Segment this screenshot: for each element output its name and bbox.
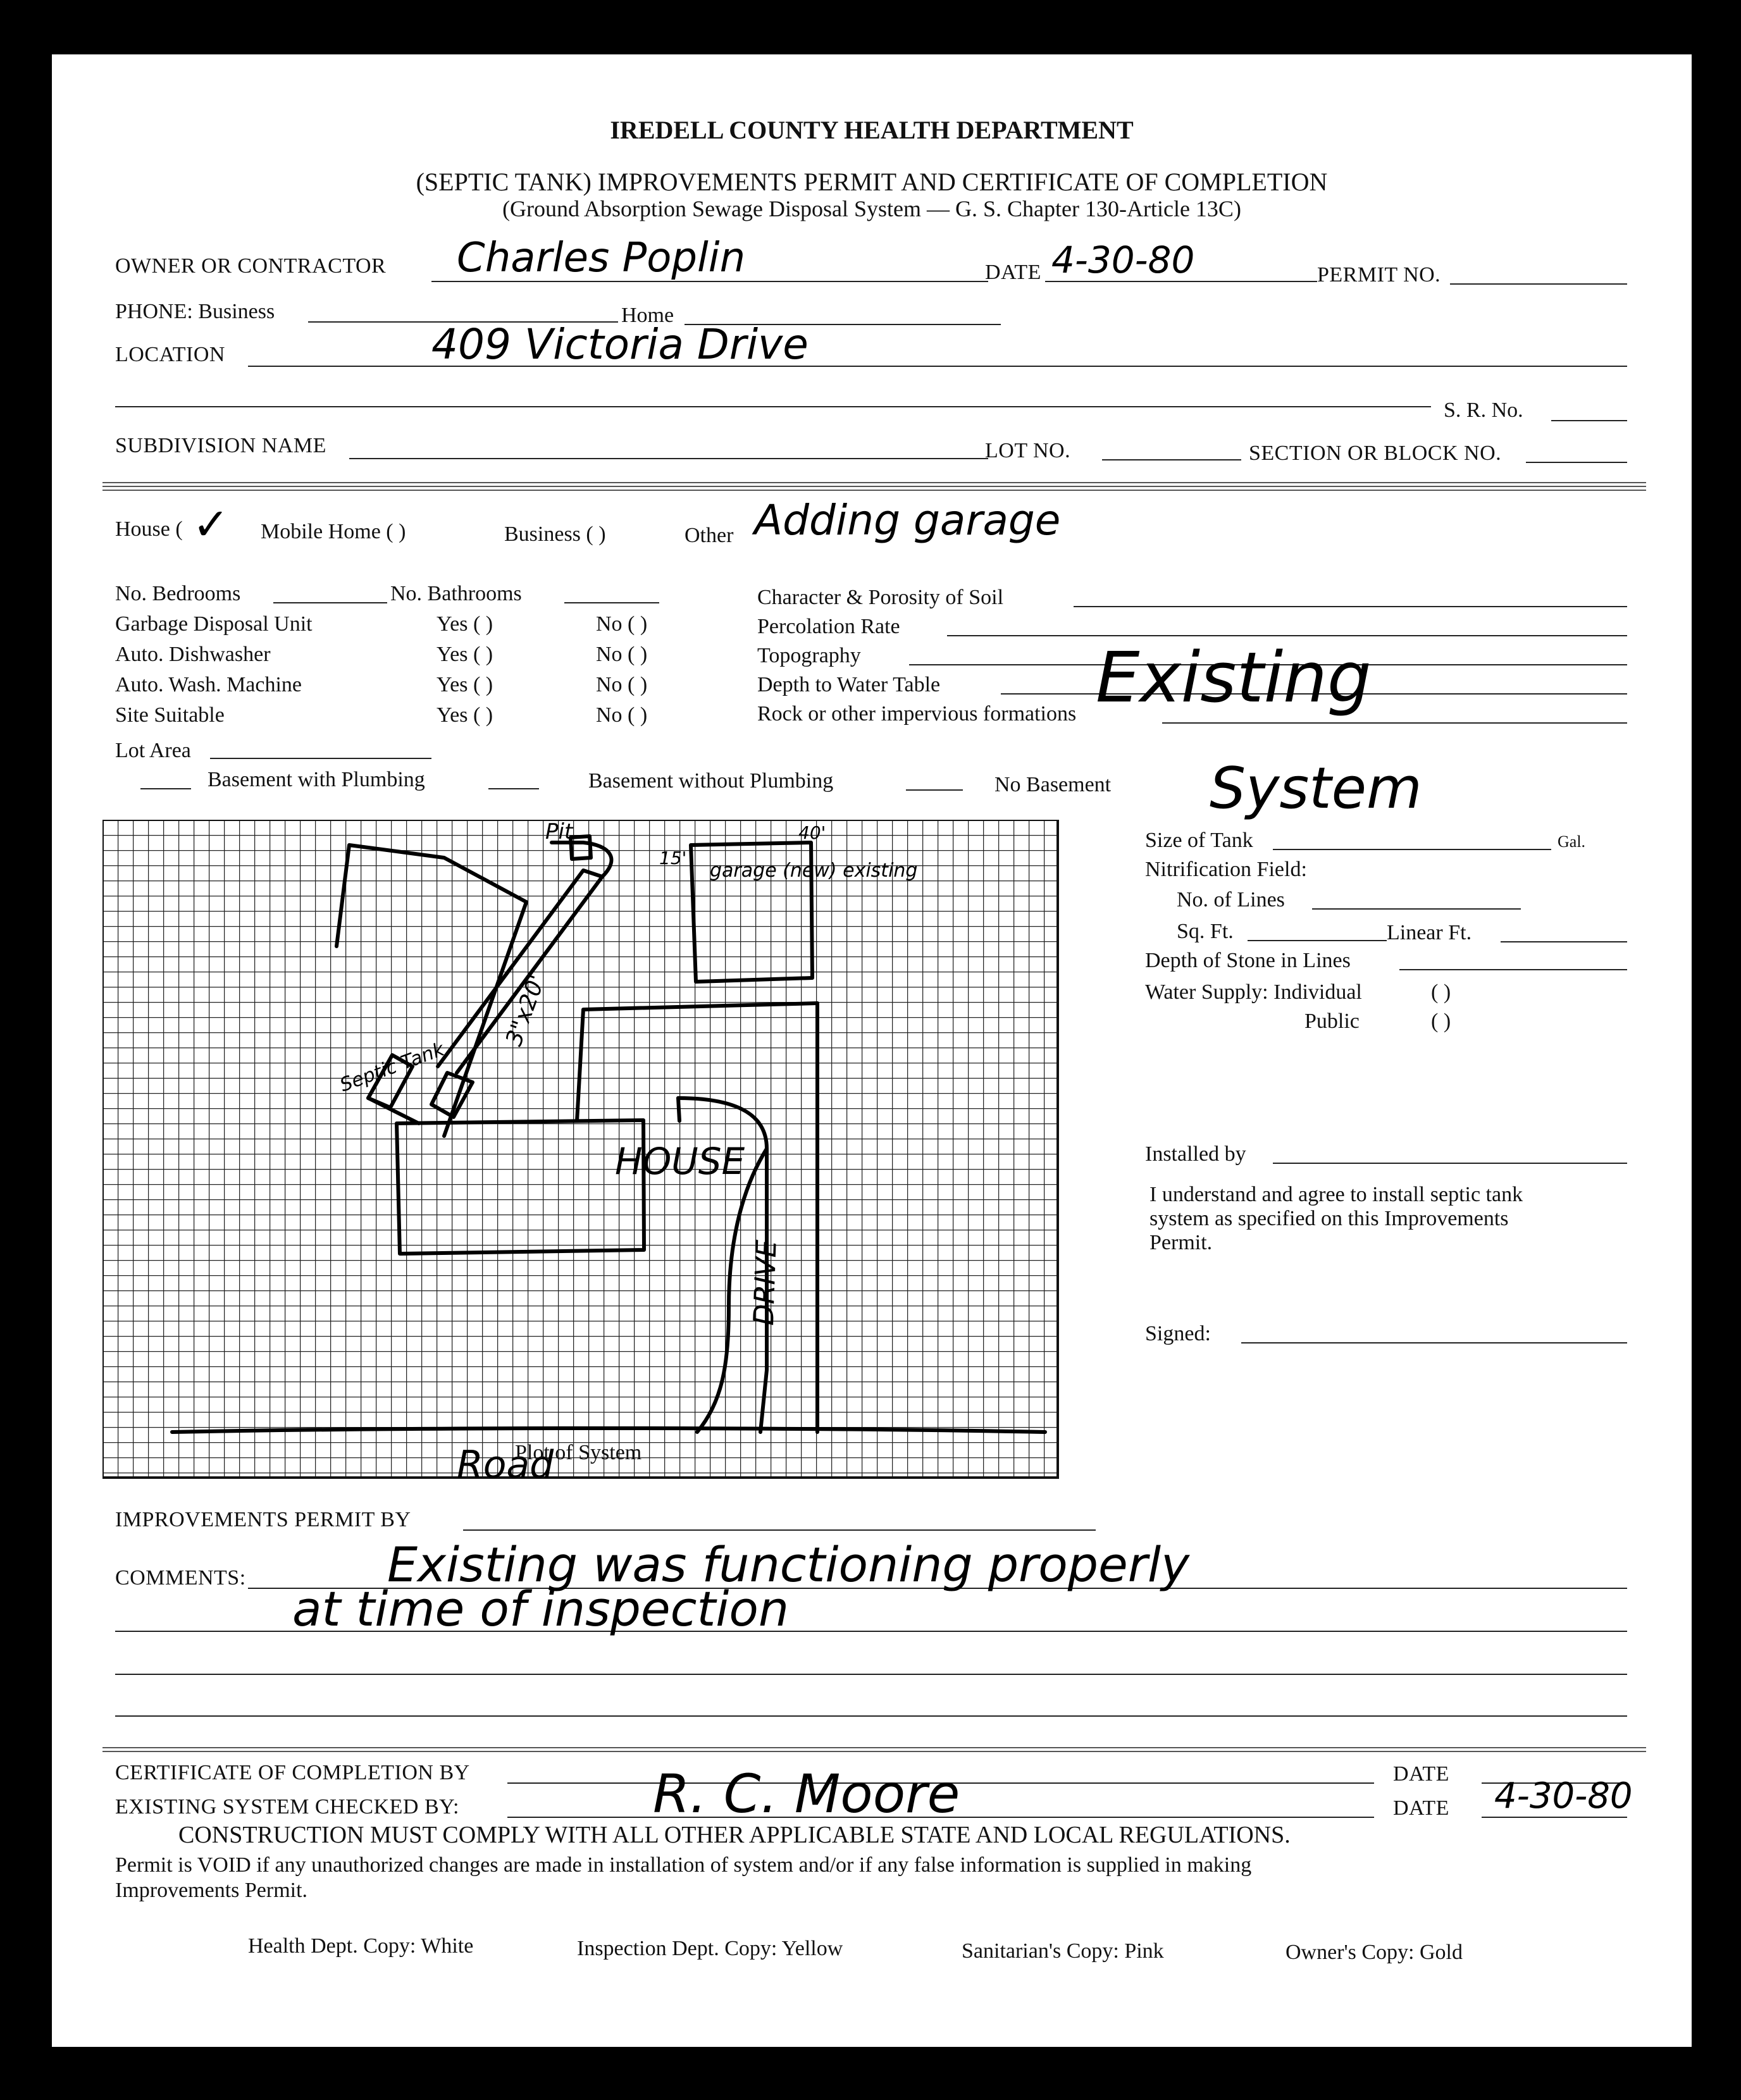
other-value[interactable]: Adding garage bbox=[754, 496, 1061, 545]
phone-home-label: Home bbox=[621, 304, 674, 327]
comments-line-2[interactable]: at time of inspection bbox=[292, 1581, 790, 1637]
water-public-box[interactable]: ( ) bbox=[1431, 1010, 1451, 1033]
no-basement-label: No Basement bbox=[994, 773, 1112, 796]
garbage-label: Garbage Disposal Unit bbox=[115, 612, 313, 636]
other-label: Other bbox=[685, 524, 734, 547]
plot-house-label: HOUSE bbox=[615, 1140, 745, 1183]
section-label: SECTION OR BLOCK NO. bbox=[1249, 442, 1502, 465]
void-text-2: Improvements Permit. bbox=[115, 1879, 308, 1902]
footer-owner: Owner's Copy: Gold bbox=[1286, 1941, 1463, 1964]
wash-machine-yes[interactable]: Yes ( ) bbox=[437, 673, 493, 696]
form-title: (SEPTIC TANK) IMPROVEMENTS PERMIT AND CERTIFICATE OF COMPLETION bbox=[416, 168, 1328, 196]
garbage-no[interactable]: No ( ) bbox=[596, 612, 648, 636]
location-value[interactable]: 409 Victoria Drive bbox=[431, 320, 809, 369]
signed-label: Signed: bbox=[1145, 1322, 1211, 1345]
sqft-label: Sq. Ft. bbox=[1177, 920, 1234, 943]
cert-date-label: DATE bbox=[1393, 1762, 1449, 1786]
form-subtitle: (Ground Absorption Sewage Disposal System — G. S. Chapter 130-Article 13C) bbox=[502, 196, 1241, 221]
plot-caption: Plot of System bbox=[515, 1441, 642, 1464]
business-label: Business ( ) bbox=[504, 522, 606, 546]
owner-value[interactable]: Charles Poplin bbox=[457, 235, 746, 281]
soil-handwritten-system[interactable]: System bbox=[1210, 755, 1422, 822]
bedrooms-label: No. Bedrooms bbox=[115, 582, 241, 605]
linear-label: Linear Ft. bbox=[1387, 921, 1472, 944]
percolation-label: Percolation Rate bbox=[757, 615, 900, 638]
permit-no-label: PERMIT NO. bbox=[1317, 263, 1441, 287]
footer-sanitarian: Sanitarian's Copy: Pink bbox=[962, 1939, 1164, 1963]
checked-by-signature[interactable]: R. C. Moore bbox=[653, 1763, 960, 1825]
void-text-1: Permit is VOID if any unauthorized changes are made in installation of system and/or if any false information is supplied in making bbox=[115, 1853, 1252, 1877]
footer-health: Health Dept. Copy: White bbox=[248, 1934, 474, 1958]
checked-date-label: DATE bbox=[1393, 1796, 1449, 1820]
rock-label: Rock or other impervious formations bbox=[757, 702, 1077, 726]
plot-40-label: 40' bbox=[798, 822, 826, 843]
house-checkmark[interactable]: ✓ bbox=[192, 498, 230, 550]
lines-label: No. of Lines bbox=[1177, 888, 1285, 911]
house-label: House ( bbox=[115, 517, 183, 541]
plot-tank-label: Septic Tank bbox=[337, 1038, 447, 1097]
comments-line-1[interactable]: Existing was functioning properly bbox=[387, 1536, 1190, 1593]
plot-grid bbox=[102, 820, 1070, 1492]
phone-business-label: PHONE: Business bbox=[115, 300, 275, 323]
checked-by-label: EXISTING SYSTEM CHECKED BY: bbox=[115, 1795, 460, 1819]
water-individual-box[interactable]: ( ) bbox=[1431, 980, 1451, 1004]
dishwasher-no[interactable]: No ( ) bbox=[596, 643, 648, 666]
dishwasher-yes[interactable]: Yes ( ) bbox=[437, 643, 493, 666]
agreement-line-3: Permit. bbox=[1149, 1231, 1213, 1254]
plot-pipe-label: 3"x20' bbox=[500, 971, 551, 1050]
permit-form bbox=[52, 54, 1692, 2047]
cert-completion-label: CERTIFICATE OF COMPLETION BY bbox=[115, 1761, 470, 1784]
plot-pit-label: Pit bbox=[545, 820, 573, 844]
tank-size-label: Size of Tank bbox=[1145, 829, 1253, 852]
stone-depth-label: Depth of Stone in Lines bbox=[1145, 949, 1351, 972]
water-public-label: Public bbox=[1304, 1010, 1360, 1033]
site-suitable-no[interactable]: No ( ) bbox=[596, 703, 648, 727]
subdivision-label: SUBDIVISION NAME bbox=[115, 434, 326, 457]
lot-area-label: Lot Area bbox=[115, 739, 191, 762]
topography-label: Topography bbox=[757, 644, 861, 667]
garbage-yes[interactable]: Yes ( ) bbox=[437, 612, 493, 636]
owner-label: OWNER OR CONTRACTOR bbox=[115, 254, 387, 278]
wash-machine-label: Auto. Wash. Machine bbox=[115, 673, 302, 696]
basement-without-label: Basement without Plumbing bbox=[588, 769, 834, 793]
water-table-label: Depth to Water Table bbox=[757, 673, 941, 696]
water-supply-label: Water Supply: Individual bbox=[1145, 980, 1362, 1004]
department-title: IREDELL COUNTY HEALTH DEPARTMENT bbox=[610, 116, 1134, 144]
agreement-line-2: system as specified on this Improvements bbox=[1149, 1207, 1509, 1230]
plot-15-label: 15' bbox=[659, 848, 687, 868]
dishwasher-label: Auto. Dishwasher bbox=[115, 643, 271, 666]
date-label: DATE bbox=[985, 261, 1041, 284]
footer-inspection: Inspection Dept. Copy: Yellow bbox=[577, 1937, 843, 1960]
site-suitable-yes[interactable]: Yes ( ) bbox=[437, 703, 493, 727]
location-label: LOCATION bbox=[115, 343, 225, 366]
sr-no-label: S. R. No. bbox=[1444, 398, 1523, 422]
plot-road-label: Road bbox=[457, 1443, 554, 1487]
installed-by-label: Installed by bbox=[1145, 1142, 1246, 1166]
permit-by-label: IMPROVEMENTS PERMIT BY bbox=[115, 1508, 411, 1531]
soil-handwritten-existing[interactable]: Existing bbox=[1096, 637, 1372, 718]
soil-character-label: Character & Porosity of Soil bbox=[757, 586, 1004, 609]
nitrification-label: Nitrification Field: bbox=[1145, 858, 1307, 881]
plot-drive-label: DRIVE bbox=[748, 1239, 783, 1326]
lot-no-label: LOT NO. bbox=[985, 439, 1071, 462]
date-value[interactable]: 4-30-80 bbox=[1051, 238, 1195, 281]
wash-machine-no[interactable]: No ( ) bbox=[596, 673, 648, 696]
tank-gal-label: Gal. bbox=[1558, 832, 1586, 851]
basement-with-label: Basement with Plumbing bbox=[208, 768, 425, 791]
bathrooms-label: No. Bathrooms bbox=[390, 582, 522, 605]
compliance-text: CONSTRUCTION MUST COMPLY WITH ALL OTHER APPLICABLE STATE AND LOCAL REGULATIONS. bbox=[178, 1822, 1291, 1848]
site-suitable-label: Site Suitable bbox=[115, 703, 225, 727]
plot-garage-label: garage (new) existing bbox=[710, 860, 918, 882]
checked-date-value[interactable]: 4-30-80 bbox=[1494, 1776, 1633, 1817]
mobile-home-label: Mobile Home ( ) bbox=[261, 520, 406, 543]
agreement-line-1: I understand and agree to install septic tank bbox=[1149, 1183, 1523, 1206]
comments-label: COMMENTS: bbox=[115, 1566, 246, 1590]
